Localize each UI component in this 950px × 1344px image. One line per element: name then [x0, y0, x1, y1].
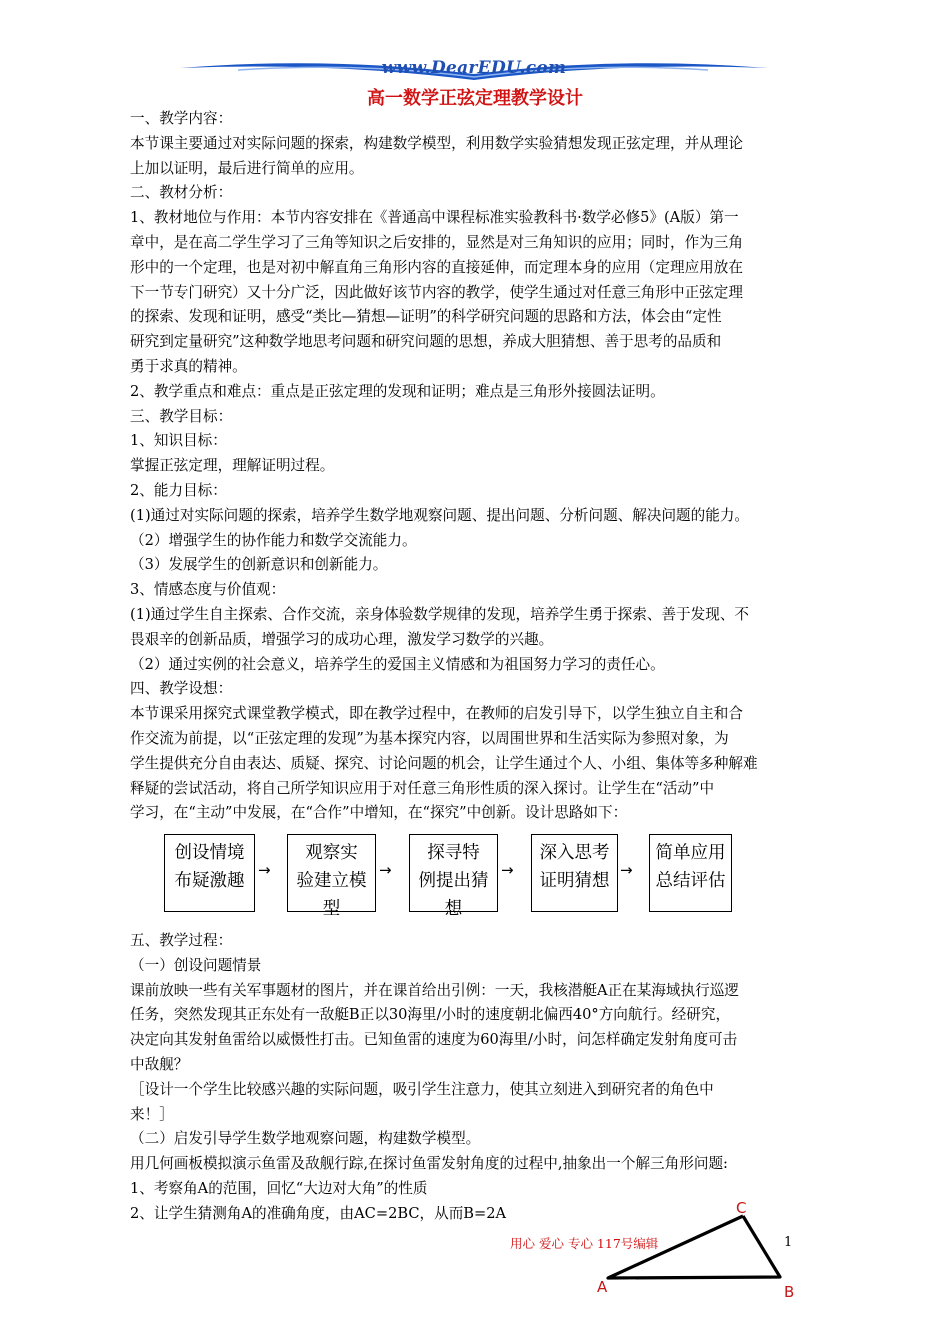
body-text-line: 2、能力目标：	[130, 481, 227, 499]
body-text-line: 掌握正弦定理，理解证明过程。	[130, 457, 335, 475]
body-text-line: 1、教材地位与作用：本节内容安排在《普通高中课程标准实验教科书·数学必修5》(A版）第一	[130, 209, 739, 227]
process-text-line: 课前放映一些有关军事题材的图片，并在课首给出引例：一天，我核潜艇A正在某海域执行巡逻	[130, 981, 739, 999]
body-text-line: （2）增强学生的协作能力和数学交流能力。	[130, 531, 417, 549]
body-text-line: 一、教学内容：	[130, 110, 233, 127]
body-text-line: 畏艰辛的创新品质，增强学习的成功心理，激发学习数学的兴趣。	[130, 630, 554, 648]
site-url[interactable]: www.DearEDU.com	[381, 58, 567, 78]
body-text-line: （3）发展学生的创新意识和创新能力。	[130, 556, 388, 574]
flow-step-4-line2: 证明猜想	[539, 871, 610, 891]
flow-step-3	[409, 834, 498, 919]
flow-step-1-line1: 创设情境	[174, 843, 245, 863]
process-text-line: （二）启发引导学生数学地观察问题，构建数学模型。	[130, 1130, 481, 1148]
section-teaching-process	[130, 929, 830, 1227]
flow-step-3-line1: 探寻特	[427, 843, 480, 863]
body-text-line: 的探索、发现和证明，感受“类比—猜想—证明”的科学研究问题的思路和方法，体会由“定性	[130, 308, 722, 326]
body-text-line: 勇于求真的精神。	[130, 357, 247, 375]
flow-arrow: →	[501, 861, 514, 879]
process-text-line: 用几何画板模拟演示鱼雷及敌舰行踪,在探讨鱼雷发射角度的过程中,抽象出一个解三角形问题:	[130, 1155, 728, 1173]
body-text-line: 形中的一个定理，也是对初中解直角三角形内容的直接延伸，而定理本身的应用（定理应用放在	[130, 258, 743, 276]
process-text-line: 1、考察角A的范围，回忆“大边对大角”的性质	[130, 1179, 428, 1197]
flow-step-2-line2: 验建立模	[296, 871, 367, 891]
flow-step-4-line1: 深入思考	[539, 843, 610, 863]
body-text-line: (1)通过对实际问题的探索，培养学生数学地观察问题、提出问题、分析问题、解决问题的能力。	[130, 506, 750, 524]
body-text-line: 三、教学目标：	[130, 407, 233, 425]
footer-note: 用心 爱心 专心 117号编辑	[510, 1236, 659, 1251]
body-text-line: 二、教材分析：	[130, 184, 233, 202]
flow-step-2	[287, 834, 376, 919]
flow-step-5-line2: 总结评估	[655, 871, 726, 891]
process-text-line: 五、教学过程：	[130, 932, 233, 949]
flow-arrow: →	[258, 861, 271, 879]
vertex-label-c: C	[736, 1199, 747, 1217]
flow-step-5-line1: 简单应用	[655, 843, 726, 863]
process-text-line: （一）创设问题情景	[130, 956, 262, 974]
body-text-line: 上加以证明，最后进行简单的应用。	[130, 159, 364, 177]
flow-step-2-line3: 型	[322, 899, 341, 919]
body-text-line: 学习，在“主动”中发展，在“合作”中增知，在“探究”中创新。设计思路如下：	[130, 804, 628, 822]
body-text-line: 四、教学设想：	[130, 680, 233, 698]
body-text-line: 下一节专门研究）又十分广泛，因此做好该节内容的教学，使学生通过对任意三角形中正弦定理	[130, 283, 743, 301]
body-text-line: (1)通过学生自主探索、合作交流，亲身体验数学规律的发现，培养学生勇于探索、善于发现、不	[130, 605, 750, 623]
design-flowchart	[160, 829, 750, 921]
body-text-line: 释疑的尝试活动，将自己所学知识应用于对任意三角形性质的深入探讨。让学生在“活动”中	[130, 779, 715, 797]
process-text-line: 中敌舰？	[130, 1055, 189, 1073]
body-text-line: 本节课主要通过对实际问题的探索，构建数学模型，利用数学实验猜想发现正弦定理，并从理论	[130, 134, 743, 152]
body-text-line: 研究到定量研究”这种数学地思考问题和研究问题的思想，养成大胆猜想、善于思考的品质和	[130, 333, 722, 351]
flow-step-5	[649, 834, 732, 912]
flow-step-1	[164, 834, 255, 912]
flow-step-1-line2: 布疑激趣	[174, 871, 245, 891]
body-text-line: 作交流为前提，以“正弦定理的发现”为基本探究内容，以周围世界和生活实际为参照对象，为	[130, 729, 729, 747]
body-text-line: 本节课采用探究式课堂教学模式，即在教学过程中，在教师的启发引导下，以学生独立自主和合	[130, 705, 743, 723]
flow-arrow: →	[620, 861, 633, 879]
process-text-line: 决定向其发射鱼雷给以威慑性打击。已知鱼雷的速度为60海里/小时，问怎样确定发射角度可击	[130, 1031, 738, 1049]
vertex-label-b: B	[784, 1283, 795, 1301]
process-text-line: 来！］	[130, 1105, 174, 1123]
flow-arrow: →	[379, 861, 392, 879]
flow-step-3-line2: 例提出猜	[418, 871, 489, 891]
flow-step-3-line3: 想	[444, 899, 463, 919]
page-number: 1	[784, 1235, 793, 1250]
document-title: 高一数学正弦定理教学设计	[367, 88, 583, 109]
section-intro-to-design	[130, 107, 830, 826]
vertex-label-a: A	[597, 1278, 608, 1296]
process-text-line: 2、让学生猜测角A的准确角度，由AC=2BC，从而B=2A	[130, 1204, 507, 1222]
process-text-line: ［设计一个学生比较感兴趣的实际问题，吸引学生注意力，使其立刻进入到研究者的角色中	[130, 1080, 714, 1098]
body-text-line: 学生提供充分自由表达、质疑、探究、讨论问题的机会，让学生通过个人、小组、集体等多种解难	[130, 754, 758, 772]
body-text-line: 3、情感态度与价值观：	[130, 581, 286, 599]
body-text-line: 1、知识目标：	[130, 432, 227, 450]
flow-step-4	[531, 834, 618, 912]
process-text-line: 任务，突然发现其正东处有一敌艇B正以30海里/小时的速度朝北偏西40°方向航行。经研究，	[130, 1006, 731, 1024]
body-text-line: （2）通过实例的社会意义，培养学生的爱国主义情感和为祖国努力学习的责任心。	[130, 655, 665, 673]
flow-step-2-line1: 观察实	[305, 843, 358, 863]
body-text-line: 2、教学重点和难点：重点是正弦定理的发现和证明；难点是三角形外接圆法证明。	[130, 382, 665, 400]
body-text-line: 章中，是在高二学生学习了三角等知识之后安排的，显然是对三角知识的应用；同时，作为三角	[130, 233, 743, 251]
